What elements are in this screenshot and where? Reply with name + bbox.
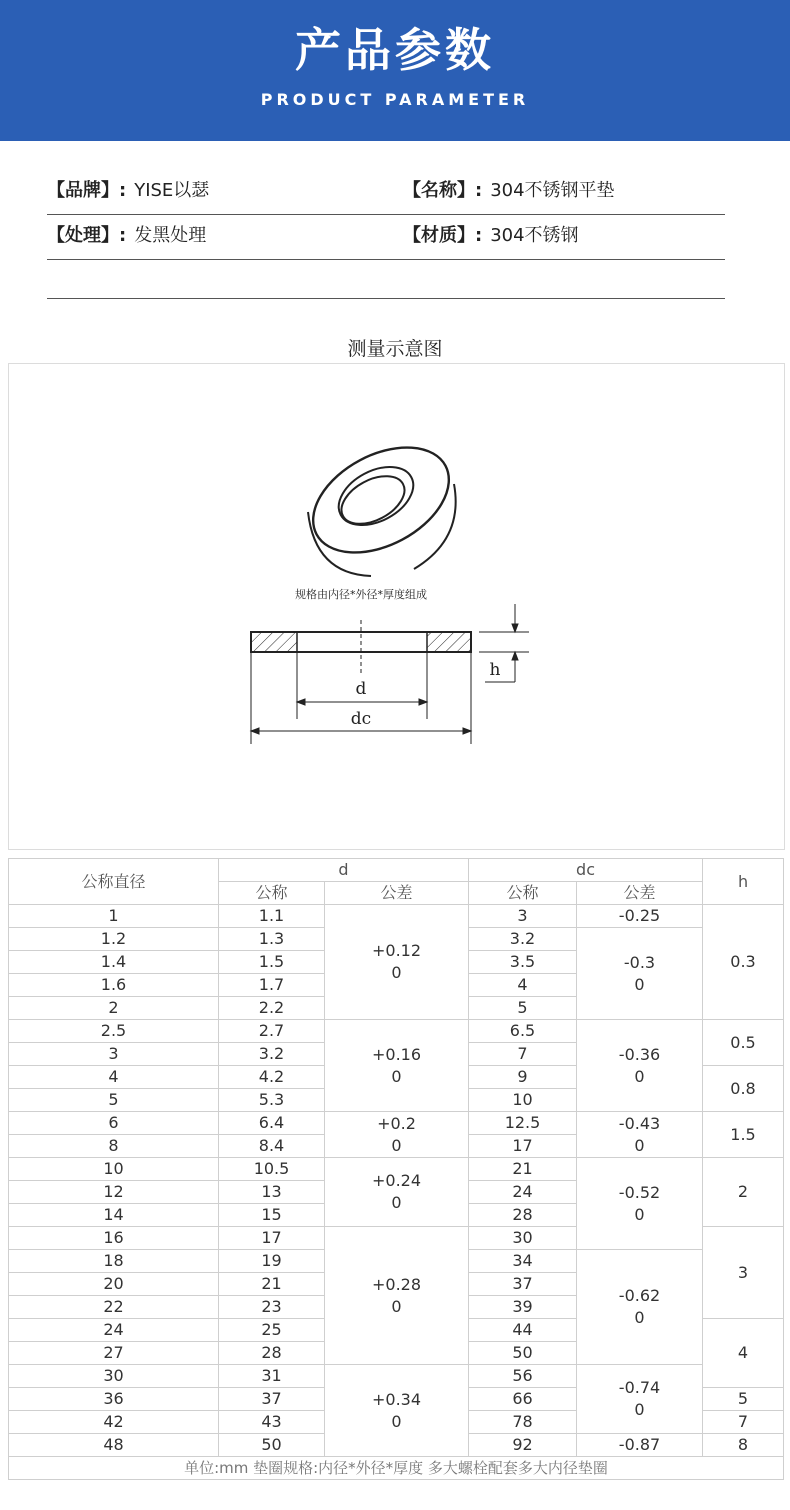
d-nominal-cell: 23 <box>219 1296 325 1319</box>
dc-nominal-cell: 50 <box>469 1342 577 1365</box>
h-cell: 4 <box>703 1319 784 1388</box>
d-nominal-cell: 19 <box>219 1250 325 1273</box>
dc-nominal-cell: 78 <box>469 1411 577 1434</box>
d-tolerance-cell-lower: 0 <box>391 963 402 982</box>
table-row <box>9 1365 784 1388</box>
header-h: h <box>703 859 784 905</box>
d-nominal-cell: 1.5 <box>219 951 325 974</box>
washer-3d-icon <box>295 426 466 576</box>
nominal-diameter-cell: 8 <box>9 1135 219 1158</box>
label-h: h <box>489 660 501 680</box>
dc-nominal-cell: 3 <box>469 905 577 928</box>
nominal-diameter-cell: 1 <box>9 905 219 928</box>
d-tolerance-cell <box>325 1227 469 1365</box>
name-value: 304不锈钢平垫 <box>490 180 615 201</box>
d-tolerance-cell-lower: 0 <box>391 1066 402 1086</box>
diagram-title: 测量示意图 <box>347 338 443 360</box>
d-tolerance-cell <box>325 905 469 1020</box>
nominal-diameter-cell: 36 <box>9 1388 219 1411</box>
nominal-diameter-cell: 12 <box>9 1181 219 1204</box>
dc-nominal-cell: 17 <box>469 1135 577 1158</box>
page-subtitle: PRODUCT PARAMETER <box>260 90 530 109</box>
dc-nominal-cell: 21 <box>469 1158 577 1181</box>
dc-nominal-cell: 24 <box>469 1181 577 1204</box>
dc-tolerance-cell <box>577 1020 703 1112</box>
nominal-diameter-cell: 10 <box>9 1158 219 1181</box>
d-nominal-cell: 43 <box>219 1411 325 1434</box>
dc-tolerance-cell <box>577 1365 703 1434</box>
d-nominal-cell: 3.2 <box>219 1043 325 1066</box>
d-tolerance-cell <box>325 1158 469 1227</box>
header-d-nominal: 公称 <box>219 882 325 905</box>
name-label: 【名称】: <box>403 180 483 201</box>
d-nominal-cell: 31 <box>219 1365 325 1388</box>
nominal-diameter-cell: 4 <box>9 1066 219 1089</box>
dc-tolerance-cell-lower: 0 <box>634 1400 645 1419</box>
h-cell: 0.8 <box>703 1066 784 1112</box>
divider <box>47 298 725 299</box>
dc-tolerance-cell-lower: 0 <box>634 974 645 994</box>
d-tolerance-cell-upper: +0.28 <box>371 1274 422 1294</box>
dc-tolerance-cell-upper: -0.87 <box>618 1435 661 1454</box>
brand-info <box>47 168 209 214</box>
name-info <box>403 168 615 214</box>
dc-nominal-cell: 4 <box>469 974 577 997</box>
nominal-diameter-cell: 3 <box>9 1043 219 1066</box>
label-dc: dc <box>350 709 372 729</box>
nominal-diameter-cell: 42 <box>9 1411 219 1434</box>
table-row <box>9 1158 784 1181</box>
dc-tolerance-cell-lower: 0 <box>634 1204 645 1224</box>
nominal-diameter-cell: 2 <box>9 997 219 1020</box>
d-tolerance-cell <box>325 1020 469 1112</box>
nominal-diameter-cell: 22 <box>9 1296 219 1319</box>
dc-tolerance-cell-upper: -0.52 <box>618 1182 661 1202</box>
dc-nominal-cell: 5 <box>469 997 577 1020</box>
dimension-lines <box>251 604 529 744</box>
dc-tolerance-cell <box>577 928 703 1020</box>
dc-tolerance-cell-upper: -0.3 <box>623 952 656 972</box>
table-row <box>9 905 784 928</box>
header-dc: dc <box>469 859 703 882</box>
d-nominal-cell: 6.4 <box>219 1112 325 1135</box>
d-tolerance-cell-lower: 0 <box>391 1135 402 1155</box>
header-dc-tolerance: 公差 <box>577 882 703 905</box>
nominal-diameter-cell: 5 <box>9 1089 219 1112</box>
d-tolerance-cell <box>325 1112 469 1158</box>
label-d: d <box>355 679 367 699</box>
nominal-diameter-cell: 1.6 <box>9 974 219 997</box>
washer-drawing <box>9 364 784 849</box>
dc-tolerance-cell <box>577 1250 703 1365</box>
dc-tolerance-cell-upper: -0.36 <box>618 1044 661 1064</box>
dc-nominal-cell: 28 <box>469 1204 577 1227</box>
dc-nominal-cell: 9 <box>469 1066 577 1089</box>
brand-label: 【品牌】: <box>47 180 127 201</box>
d-nominal-cell: 8.4 <box>219 1135 325 1158</box>
d-nominal-cell: 10.5 <box>219 1158 325 1181</box>
nominal-diameter-cell: 1.4 <box>9 951 219 974</box>
table-footer-row <box>9 1457 784 1480</box>
dc-nominal-cell: 3.2 <box>469 928 577 951</box>
table-footer-note: 单位:mm 垫圈规格:内径*外径*厚度 多大螺栓配套多大内径垫圈 <box>9 1457 784 1480</box>
dc-nominal-cell: 7 <box>469 1043 577 1066</box>
material-value: 304不锈钢 <box>490 225 579 246</box>
dc-tolerance-cell-upper: -0.43 <box>618 1113 661 1133</box>
header-nominal-diameter: 公称直径 <box>9 859 219 905</box>
nominal-diameter-cell: 6 <box>9 1112 219 1135</box>
dc-nominal-cell: 3.5 <box>469 951 577 974</box>
washer-section <box>251 620 471 676</box>
process-info <box>47 213 206 259</box>
dc-nominal-cell: 12.5 <box>469 1112 577 1135</box>
d-tolerance-cell-upper: +0.24 <box>371 1171 422 1190</box>
process-label: 【处理】: <box>47 225 127 246</box>
d-tolerance-cell <box>325 1365 469 1457</box>
spec-table <box>8 858 784 1480</box>
nominal-diameter-cell: 1.2 <box>9 928 219 951</box>
dc-nominal-cell: 44 <box>469 1319 577 1342</box>
d-tolerance-cell-upper: +0.12 <box>371 941 422 960</box>
h-cell: 3 <box>703 1227 784 1319</box>
measurement-diagram <box>8 363 785 850</box>
dc-tolerance-cell-lower: 0 <box>634 1308 645 1327</box>
page-title: 产品参数 <box>295 23 495 77</box>
d-tolerance-cell-upper: +0.16 <box>371 1044 422 1064</box>
info-row-2 <box>47 213 725 260</box>
dc-nominal-cell: 34 <box>469 1250 577 1273</box>
h-cell: 0.5 <box>703 1020 784 1066</box>
nominal-diameter-cell: 30 <box>9 1365 219 1388</box>
dc-tolerance-cell <box>577 1434 703 1457</box>
d-nominal-cell: 5.3 <box>219 1089 325 1112</box>
h-cell: 8 <box>703 1434 784 1457</box>
d-nominal-cell: 50 <box>219 1434 325 1457</box>
dc-tolerance-cell-upper: -0.25 <box>618 906 661 925</box>
dc-nominal-cell: 6.5 <box>469 1020 577 1043</box>
dc-nominal-cell: 37 <box>469 1273 577 1296</box>
d-nominal-cell: 1.1 <box>219 905 325 928</box>
nominal-diameter-cell: 20 <box>9 1273 219 1296</box>
d-tolerance-cell-lower: 0 <box>391 1193 402 1212</box>
d-nominal-cell: 37 <box>219 1388 325 1411</box>
nominal-diameter-cell: 24 <box>9 1319 219 1342</box>
header-d: d <box>219 859 469 882</box>
header-d-tolerance: 公差 <box>325 882 469 905</box>
dc-tolerance-cell <box>577 905 703 928</box>
dc-nominal-cell: 66 <box>469 1388 577 1411</box>
nominal-diameter-cell: 27 <box>9 1342 219 1365</box>
nominal-diameter-cell: 16 <box>9 1227 219 1250</box>
nominal-diameter-cell: 14 <box>9 1204 219 1227</box>
d-nominal-cell: 25 <box>219 1319 325 1342</box>
d-nominal-cell: 1.7 <box>219 974 325 997</box>
dc-nominal-cell: 39 <box>469 1296 577 1319</box>
table-row <box>9 1020 784 1043</box>
table-row <box>9 1112 784 1135</box>
dc-tolerance-cell-upper: -0.62 <box>618 1286 661 1305</box>
h-cell: 2 <box>703 1158 784 1227</box>
process-value: 发黑处理 <box>134 225 207 246</box>
d-nominal-cell: 17 <box>219 1227 325 1250</box>
d-nominal-cell: 2.7 <box>219 1020 325 1043</box>
h-cell: 1.5 <box>703 1112 784 1158</box>
dc-nominal-cell: 56 <box>469 1365 577 1388</box>
material-info <box>403 213 579 259</box>
material-label: 【材质】: <box>403 225 483 246</box>
d-nominal-cell: 4.2 <box>219 1066 325 1089</box>
brand-value: YISE以瑟 <box>134 180 210 201</box>
dc-tolerance-cell <box>577 1112 703 1158</box>
nominal-diameter-cell: 48 <box>9 1434 219 1457</box>
header-banner <box>0 0 790 141</box>
nominal-diameter-cell: 2.5 <box>9 1020 219 1043</box>
d-nominal-cell: 21 <box>219 1273 325 1296</box>
header-dc-nominal: 公称 <box>469 882 577 905</box>
d-nominal-cell: 1.3 <box>219 928 325 951</box>
dc-tolerance-cell-lower: 0 <box>634 1135 645 1155</box>
table-header-row <box>9 859 784 882</box>
d-tolerance-cell-lower: 0 <box>391 1411 402 1431</box>
nominal-diameter-cell: 18 <box>9 1250 219 1273</box>
h-cell: 0.3 <box>703 905 784 1020</box>
d-nominal-cell: 15 <box>219 1204 325 1227</box>
d-tolerance-cell-lower: 0 <box>391 1296 402 1316</box>
dc-nominal-cell: 30 <box>469 1227 577 1250</box>
dc-tolerance-cell <box>577 1158 703 1250</box>
h-cell: 5 <box>703 1388 784 1411</box>
d-tolerance-cell-upper: +0.2 <box>377 1113 416 1133</box>
diagram-caption: 规格由内径*外径*厚度组成 <box>295 588 427 601</box>
d-tolerance-cell-upper: +0.34 <box>371 1389 422 1409</box>
d-nominal-cell: 2.2 <box>219 997 325 1020</box>
dc-tolerance-cell-lower: 0 <box>634 1066 645 1086</box>
info-row-1 <box>47 168 725 215</box>
h-cell: 7 <box>703 1411 784 1434</box>
d-nominal-cell: 28 <box>219 1342 325 1365</box>
dc-nominal-cell: 92 <box>469 1434 577 1457</box>
d-nominal-cell: 13 <box>219 1181 325 1204</box>
dc-nominal-cell: 10 <box>469 1089 577 1112</box>
dc-tolerance-cell-upper: -0.74 <box>618 1378 661 1397</box>
